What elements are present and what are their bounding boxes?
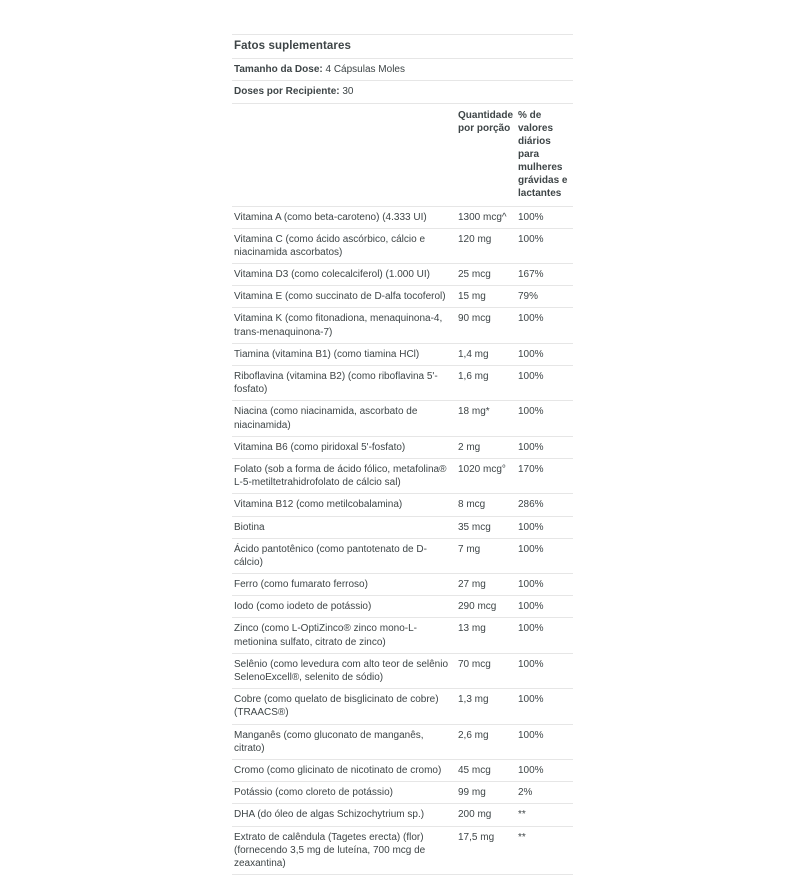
nutrient-name: Niacina (como niacinamida, ascorbato de niacinamida) bbox=[234, 406, 418, 431]
nutrient-amount: 120 mg bbox=[458, 233, 492, 245]
nutrient-name: Vitamina B12 (como metilcobalamina) bbox=[234, 499, 403, 511]
nutrient-amount: 8 mcg bbox=[458, 499, 486, 511]
nutrient-dv: 100% bbox=[518, 694, 544, 706]
nutrient-dv: 100% bbox=[518, 764, 544, 776]
name-column-spacer bbox=[234, 109, 458, 200]
nutrient-name: Zinco (como L-OptiZinco® zinco mono-L-metionina sulfato, citrato de zinco) bbox=[234, 623, 417, 648]
nutrient-amount: 90 mcg bbox=[458, 313, 491, 325]
serving-size-label: Tamanho da Dose: bbox=[234, 64, 323, 76]
table-row bbox=[232, 688, 573, 723]
nutrient-name: Vitamina C (como ácido ascórbico, cálcio e niacinamida ascorbatos) bbox=[234, 233, 426, 258]
servings-per-container-row bbox=[232, 80, 573, 102]
nutrient-name: Cobre (como quelato de bisglicinato de cobre) (TRAACS®) bbox=[234, 694, 439, 719]
nutrient-dv: 2% bbox=[518, 787, 533, 799]
nutrient-name: Potássio (como cloreto de potássio) bbox=[234, 787, 393, 799]
nutrient-amount: 27 mg bbox=[458, 579, 486, 591]
table-row bbox=[232, 436, 573, 458]
serving-size-row bbox=[232, 58, 573, 80]
nutrient-name: Riboflavina (vitamina B2) (como riboflavina 5'-fosfato) bbox=[234, 371, 438, 396]
nutrient-dv: 100% bbox=[518, 371, 544, 383]
nutrient-amount: 15 mg bbox=[458, 291, 486, 303]
nutrient-amount: 290 mcg bbox=[458, 601, 497, 613]
nutrient-dv: 100% bbox=[518, 623, 544, 635]
nutrient-name: Ferro (como fumarato ferroso) bbox=[234, 579, 368, 591]
nutrient-dv: 100% bbox=[518, 543, 544, 555]
serving-size-value: 4 Cápsulas Moles bbox=[325, 64, 405, 76]
dv-column-header: % de valores diários para mulheres grávidas e lactantes bbox=[518, 109, 568, 199]
nutrient-name: Cromo (como glicinato de nicotinato de cromo) bbox=[234, 764, 442, 776]
amount-column-header: Quantidade por porção bbox=[458, 109, 514, 134]
table-row bbox=[232, 538, 573, 573]
facts-title-row bbox=[232, 34, 573, 58]
nutrient-dv: 100% bbox=[518, 729, 544, 741]
table-row bbox=[232, 617, 573, 652]
servings-per-container-label: Doses por Recipiente: bbox=[234, 86, 340, 98]
table-row bbox=[232, 343, 573, 365]
table-row bbox=[232, 573, 573, 595]
table-row bbox=[232, 365, 573, 400]
nutrient-dv: 100% bbox=[518, 233, 544, 245]
nutrient-dv: 170% bbox=[518, 463, 544, 475]
nutrient-dv: 79% bbox=[518, 291, 539, 303]
nutrient-dv: 167% bbox=[518, 269, 544, 281]
nutrient-name: Biotina bbox=[234, 521, 265, 533]
supplement-facts-panel bbox=[232, 34, 573, 875]
nutrient-dv: 100% bbox=[518, 211, 544, 223]
table-row bbox=[232, 803, 573, 825]
nutrient-amount: 1,4 mg bbox=[458, 348, 489, 360]
nutrient-name: Folato (sob a forma de ácido fólico, metafolina® L-5-metiltetrahidrofolato de cálcio sal) bbox=[234, 463, 447, 489]
nutrient-dv: 100% bbox=[518, 601, 544, 613]
table-row bbox=[232, 228, 573, 263]
table-row bbox=[232, 263, 573, 285]
nutrient-amount: 1,3 mg bbox=[458, 694, 489, 706]
nutrient-amount: 45 mcg bbox=[458, 764, 491, 776]
nutrient-name: Iodo (como iodeto de potássio) bbox=[234, 601, 372, 613]
nutrient-amount: 200 mg bbox=[458, 809, 492, 821]
nutrient-name: Vitamina E (como succinato de D-alfa tocoferol) bbox=[234, 291, 446, 303]
nutrient-dv: 100% bbox=[518, 521, 544, 533]
nutrient-amount: 18 mg* bbox=[458, 406, 490, 418]
facts-title: Fatos suplementares bbox=[234, 40, 351, 52]
nutrient-name: Vitamina A (como beta-caroteno) (4.333 UI) bbox=[234, 211, 427, 223]
table-row bbox=[232, 285, 573, 307]
nutrient-name: Tiamina (vitamina B1) (como tiamina HCl) bbox=[234, 348, 420, 360]
nutrient-name: Selênio (como levedura com alto teor de selênio SelenoExcell®, selenito de sódio) bbox=[234, 658, 449, 684]
nutrient-name: Vitamina B6 (como piridoxal 5'-fosfato) bbox=[234, 441, 406, 453]
nutrient-dv: 286% bbox=[518, 499, 544, 511]
nutrient-amount: 1020 mcg° bbox=[458, 463, 506, 475]
nutrient-amount: 25 mcg bbox=[458, 269, 491, 281]
table-row bbox=[232, 653, 573, 688]
nutrient-name: DHA (do óleo de algas Schizochytrium sp.) bbox=[234, 809, 425, 821]
table-row bbox=[232, 781, 573, 803]
table-row bbox=[232, 595, 573, 617]
nutrient-amount: 1,6 mg bbox=[458, 371, 489, 383]
nutrient-name: Manganês (como gluconato de manganês, citrato) bbox=[234, 729, 424, 754]
nutrient-dv: 100% bbox=[518, 406, 544, 418]
table-row bbox=[232, 724, 573, 759]
nutrient-dv: 100% bbox=[518, 658, 544, 670]
nutrient-name: Extrato de calêndula (Tagetes erecta) (flor) (fornecendo 3,5 mg de luteína, 700 mcg de zeaxantina) bbox=[234, 831, 426, 869]
table-row bbox=[232, 493, 573, 515]
table-row bbox=[232, 400, 573, 435]
servings-per-container-value: 30 bbox=[342, 86, 354, 98]
nutrient-amount: 1300 mcg^ bbox=[458, 211, 507, 223]
nutrient-dv: 100% bbox=[518, 313, 544, 325]
table-row bbox=[232, 307, 573, 342]
nutrient-dv: 100% bbox=[518, 441, 544, 453]
nutrient-name: Ácido pantotênico (como pantotenato de D-cálcio) bbox=[234, 543, 427, 568]
table-row bbox=[232, 759, 573, 781]
table-row bbox=[232, 206, 573, 228]
nutrient-name: Vitamina D3 (como colecalciferol) (1.000 UI) bbox=[234, 269, 431, 281]
nutrient-dv: 100% bbox=[518, 579, 544, 591]
nutrient-amount: 7 mg bbox=[458, 543, 481, 555]
column-header-row bbox=[232, 103, 573, 206]
table-row bbox=[232, 458, 573, 493]
nutrient-amount: 70 mcg bbox=[458, 658, 491, 670]
nutrient-dv: ** bbox=[518, 809, 526, 821]
nutrient-amount: 2 mg bbox=[458, 441, 481, 453]
table-body bbox=[232, 206, 573, 875]
table-row bbox=[232, 826, 573, 875]
nutrient-amount: 17,5 mg bbox=[458, 831, 495, 843]
nutrient-amount: 99 mg bbox=[458, 787, 486, 799]
nutrient-dv: ** bbox=[518, 831, 526, 843]
nutrient-amount: 35 mcg bbox=[458, 521, 491, 533]
nutrient-name: Vitamina K (como fitonadiona, menaquinona-4, trans-menaquinona-7) bbox=[234, 313, 443, 338]
nutrient-dv: 100% bbox=[518, 348, 544, 360]
nutrient-amount: 13 mg bbox=[458, 623, 486, 635]
table-row bbox=[232, 516, 573, 538]
nutrient-amount: 2,6 mg bbox=[458, 729, 489, 741]
